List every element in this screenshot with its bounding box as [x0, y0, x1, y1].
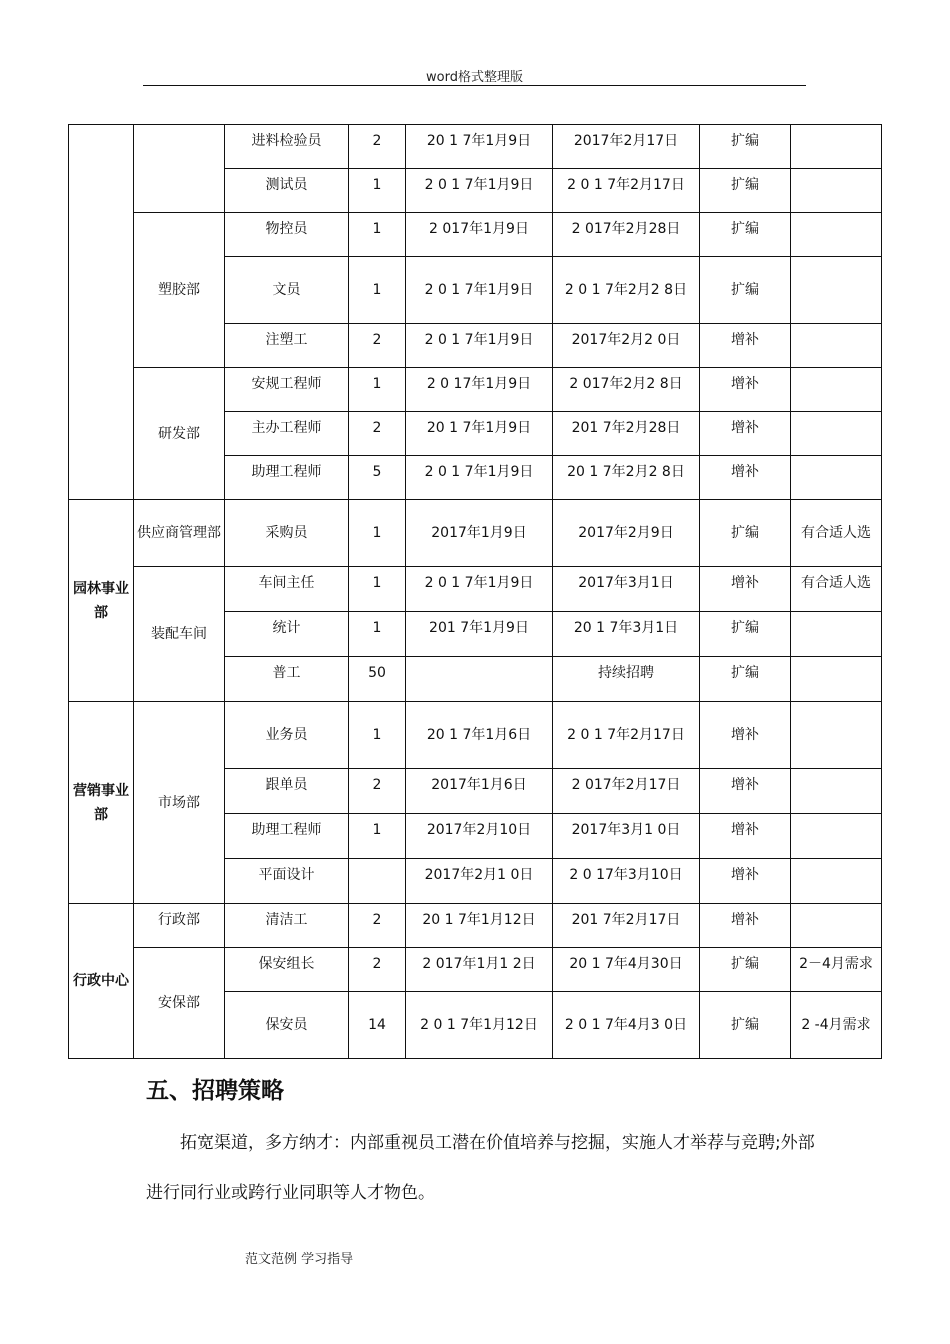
end-date-cell: 2 017年2月2 8日	[553, 368, 700, 412]
end-date-cell: 2 0 1 7年4月3 0日	[553, 992, 700, 1059]
start-date-cell: 2 0 1 7年1月12日	[406, 992, 553, 1059]
dept-cell: 供应商管理部	[134, 500, 225, 567]
position-cell: 测试员	[225, 169, 349, 213]
start-date-cell: 2 0 1 7年1月9日	[406, 456, 553, 500]
note-cell	[791, 702, 882, 769]
start-date-cell: 2 017年1月1 2日	[406, 948, 553, 992]
end-date-cell: 2 0 1 7年2月17日	[553, 702, 700, 769]
type-cell: 增补	[700, 567, 791, 612]
dept-cell: 塑胶部	[134, 213, 225, 368]
dept-cell	[134, 125, 225, 213]
start-date-cell: 2017年2月10日	[406, 814, 553, 859]
type-cell: 扩编	[700, 169, 791, 213]
page-footer: 范文范例 学习指导	[245, 1252, 354, 1267]
note-cell	[791, 324, 882, 368]
count-cell: 1	[349, 567, 406, 612]
type-cell: 扩编	[700, 992, 791, 1059]
note-cell: 2－4月需求	[791, 948, 882, 992]
count-cell: 2	[349, 904, 406, 948]
table-row	[69, 213, 882, 257]
start-date-cell: 2017年2月1 0日	[406, 859, 553, 904]
dept-cell: 研发部	[134, 368, 225, 500]
end-date-cell: 2017年2月17日	[553, 125, 700, 169]
section-paragraph: 拓宽渠道，多方纳才：内部重视员工潜在价值培养与挖掘，实施人才举荐与竞聘;外部进行同行业或跨行业同职等人才物色。	[146, 1133, 815, 1203]
note-cell	[791, 612, 882, 657]
count-cell: 1	[349, 368, 406, 412]
division-cell: 行政中心	[69, 904, 134, 1059]
position-cell: 车间主任	[225, 567, 349, 612]
note-cell	[791, 456, 882, 500]
note-cell	[791, 257, 882, 324]
count-cell: 2	[349, 125, 406, 169]
position-cell: 保安组长	[225, 948, 349, 992]
division-cell: 园林事业部	[69, 500, 134, 702]
position-cell: 采购员	[225, 500, 349, 567]
count-cell: 1	[349, 702, 406, 769]
note-cell	[791, 904, 882, 948]
type-cell: 增补	[700, 814, 791, 859]
table-row	[69, 948, 882, 992]
start-date-cell: 2017年1月6日	[406, 769, 553, 814]
type-cell: 扩编	[700, 125, 791, 169]
type-cell: 增补	[700, 456, 791, 500]
end-date-cell: 2 0 1 7年2月17日	[553, 169, 700, 213]
start-date-cell: 20 1 7年1月9日	[406, 125, 553, 169]
note-cell	[791, 125, 882, 169]
position-cell: 文员	[225, 257, 349, 324]
count-cell: 1	[349, 213, 406, 257]
start-date-cell: 2 0 17年1月9日	[406, 368, 553, 412]
type-cell: 增补	[700, 702, 791, 769]
count-cell: 50	[349, 657, 406, 702]
position-cell: 安规工程师	[225, 368, 349, 412]
division-cell	[69, 125, 134, 500]
start-date-cell: 20 1 7年1月12日	[406, 904, 553, 948]
count-cell: 1	[349, 169, 406, 213]
table-row	[69, 500, 882, 567]
position-cell: 保安员	[225, 992, 349, 1059]
type-cell: 扩编	[700, 213, 791, 257]
end-date-cell: 201 7年2月28日	[553, 412, 700, 456]
type-cell: 增补	[700, 324, 791, 368]
end-date-cell: 20 1 7年4月30日	[553, 948, 700, 992]
count-cell: 2	[349, 412, 406, 456]
start-date-cell: 2017年1月9日	[406, 500, 553, 567]
count-cell	[349, 859, 406, 904]
note-cell	[791, 814, 882, 859]
count-cell: 5	[349, 456, 406, 500]
count-cell: 2	[349, 324, 406, 368]
end-date-cell: 20 1 7年3月1日	[553, 612, 700, 657]
note-cell: 2 -4月需求	[791, 992, 882, 1059]
position-cell: 跟单员	[225, 769, 349, 814]
note-cell	[791, 169, 882, 213]
end-date-cell: 201 7年2月17日	[553, 904, 700, 948]
count-cell: 1	[349, 257, 406, 324]
table-row	[69, 368, 882, 412]
type-cell: 增补	[700, 368, 791, 412]
dept-cell: 行政部	[134, 904, 225, 948]
type-cell: 扩编	[700, 612, 791, 657]
start-date-cell: 201 7年1月9日	[406, 612, 553, 657]
type-cell: 增补	[700, 904, 791, 948]
position-cell: 进料检验员	[225, 125, 349, 169]
start-date-cell: 20 1 7年1月9日	[406, 412, 553, 456]
count-cell: 1	[349, 612, 406, 657]
position-cell: 业务员	[225, 702, 349, 769]
division-cell: 营销事业部	[69, 702, 134, 904]
type-cell: 扩编	[700, 257, 791, 324]
end-date-cell: 2017年2月9日	[553, 500, 700, 567]
type-cell: 增补	[700, 769, 791, 814]
end-date-cell: 2017年3月1日	[553, 567, 700, 612]
recruitment-table	[68, 124, 882, 1059]
start-date-cell: 2 0 1 7年1月9日	[406, 567, 553, 612]
end-date-cell: 2 0 17年3月10日	[553, 859, 700, 904]
note-cell	[791, 859, 882, 904]
position-cell: 统计	[225, 612, 349, 657]
start-date-cell: 2 0 1 7年1月9日	[406, 169, 553, 213]
note-cell: 有合适人选	[791, 500, 882, 567]
count-cell: 2	[349, 948, 406, 992]
type-cell: 增补	[700, 412, 791, 456]
table-row	[69, 125, 882, 169]
type-cell: 扩编	[700, 500, 791, 567]
table-row	[69, 567, 882, 612]
start-date-cell: 2 0 1 7年1月9日	[406, 257, 553, 324]
table-row	[69, 702, 882, 769]
position-cell: 清洁工	[225, 904, 349, 948]
position-cell: 物控员	[225, 213, 349, 257]
start-date-cell: 2 0 1 7年1月9日	[406, 324, 553, 368]
note-cell	[791, 657, 882, 702]
note-cell	[791, 368, 882, 412]
position-cell: 助理工程师	[225, 456, 349, 500]
end-date-cell: 20 1 7年2月2 8日	[553, 456, 700, 500]
position-cell: 主办工程师	[225, 412, 349, 456]
page-header: word格式整理版	[426, 70, 523, 85]
position-cell: 普工	[225, 657, 349, 702]
type-cell: 增补	[700, 859, 791, 904]
header-rule	[143, 85, 806, 86]
position-cell: 平面设计	[225, 859, 349, 904]
start-date-cell: 2 017年1月9日	[406, 213, 553, 257]
end-date-cell: 持续招聘	[553, 657, 700, 702]
note-cell: 有合适人选	[791, 567, 882, 612]
end-date-cell: 2017年2月2 0日	[553, 324, 700, 368]
count-cell: 1	[349, 814, 406, 859]
section-title: 五、招聘策略	[146, 1078, 284, 1104]
note-cell	[791, 769, 882, 814]
note-cell	[791, 412, 882, 456]
end-date-cell: 2 0 1 7年2月2 8日	[553, 257, 700, 324]
position-cell: 注塑工	[225, 324, 349, 368]
end-date-cell: 2017年3月1 0日	[553, 814, 700, 859]
dept-cell: 安保部	[134, 948, 225, 1059]
start-date-cell: 20 1 7年1月6日	[406, 702, 553, 769]
note-cell	[791, 213, 882, 257]
end-date-cell: 2 017年2月28日	[553, 213, 700, 257]
start-date-cell	[406, 657, 553, 702]
type-cell: 扩编	[700, 657, 791, 702]
dept-cell: 市场部	[134, 702, 225, 904]
type-cell: 扩编	[700, 948, 791, 992]
count-cell: 14	[349, 992, 406, 1059]
table-row	[69, 904, 882, 948]
count-cell: 2	[349, 769, 406, 814]
end-date-cell: 2 017年2月17日	[553, 769, 700, 814]
position-cell: 助理工程师	[225, 814, 349, 859]
dept-cell: 装配车间	[134, 567, 225, 702]
count-cell: 1	[349, 500, 406, 567]
